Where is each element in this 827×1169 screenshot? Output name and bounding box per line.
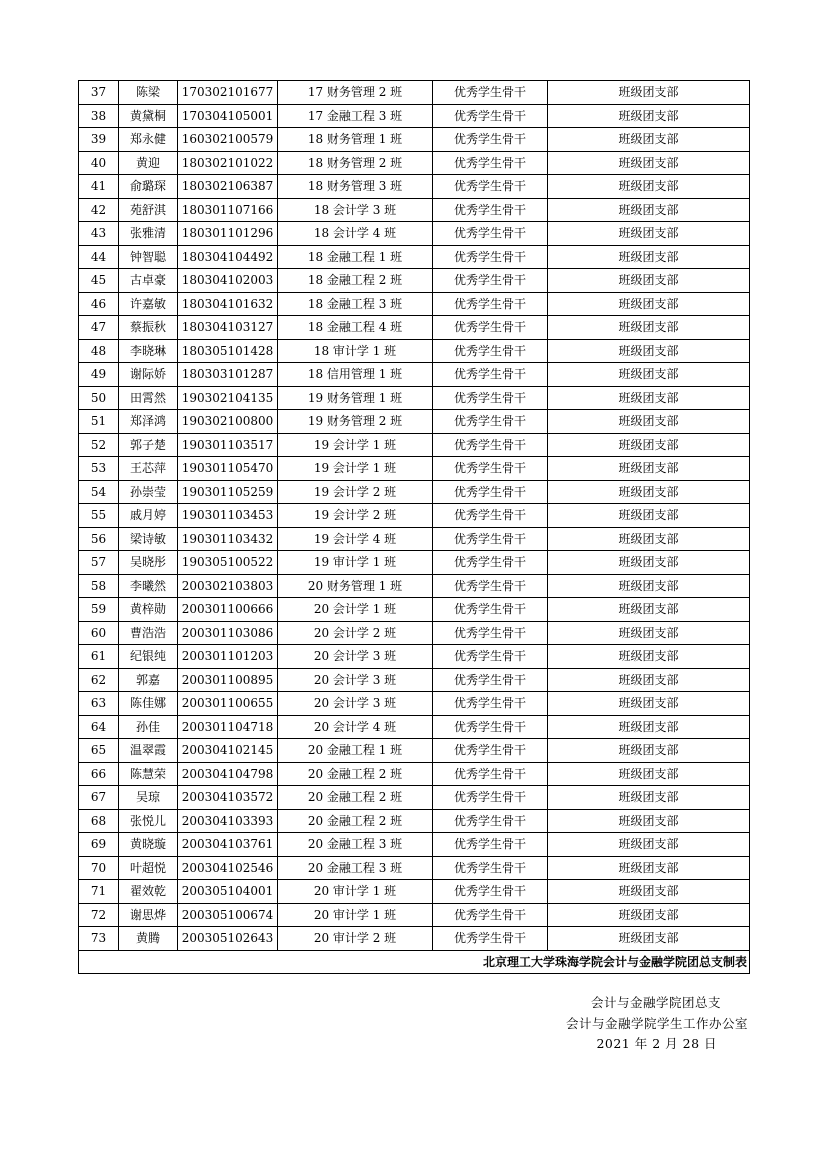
nominating-unit-cell: 班级团支部 [548,598,750,622]
student-name-cell: 纪银纯 [119,645,178,669]
student-id-cell: 200301100666 [178,598,278,622]
row-number-cell: 48 [79,339,119,363]
student-id-cell: 200305100674 [178,903,278,927]
class-name-cell: 18 金融工程 1 班 [278,245,433,269]
row-number-cell: 54 [79,480,119,504]
award-title-cell: 优秀学生骨干 [433,786,548,810]
award-title-cell: 优秀学生骨干 [433,739,548,763]
student-name-cell: 郑永健 [119,128,178,152]
table-row [79,151,750,175]
award-title-cell: 优秀学生骨干 [433,903,548,927]
roster-body [79,81,750,951]
class-name-cell: 20 金融工程 2 班 [278,786,433,810]
table-row [79,222,750,246]
table-row [79,269,750,293]
nominating-unit-cell: 班级团支部 [548,833,750,857]
nominating-unit-cell: 班级团支部 [548,809,750,833]
award-title-cell: 优秀学生骨干 [433,128,548,152]
row-number-cell: 73 [79,927,119,951]
award-title-cell: 优秀学生骨干 [433,363,548,387]
student-id-cell: 200304103761 [178,833,278,857]
award-title-cell: 优秀学生骨干 [433,927,548,951]
class-name-cell: 20 会计学 3 班 [278,645,433,669]
student-id-cell: 190305100522 [178,551,278,575]
student-name-cell: 翟效乾 [119,880,178,904]
class-name-cell: 18 金融工程 2 班 [278,269,433,293]
class-name-cell: 18 财务管理 2 班 [278,151,433,175]
row-number-cell: 52 [79,433,119,457]
table-row [79,175,750,199]
table-row [79,762,750,786]
table-row [79,551,750,575]
nominating-unit-cell: 班级团支部 [548,316,750,340]
award-title-cell: 优秀学生骨干 [433,668,548,692]
student-name-cell: 谢际娇 [119,363,178,387]
row-number-cell: 40 [79,151,119,175]
row-number-cell: 67 [79,786,119,810]
class-name-cell: 18 会计学 4 班 [278,222,433,246]
table-row [79,880,750,904]
nominating-unit-cell: 班级团支部 [548,363,750,387]
signature-student-office: 会计与金融学院学生工作办公室 [565,1016,748,1031]
award-title-cell: 优秀学生骨干 [433,880,548,904]
nominating-unit-cell: 班级团支部 [548,927,750,951]
student-name-cell: 钟智聪 [119,245,178,269]
student-name-cell: 田霄然 [119,386,178,410]
student-name-cell: 王芯萍 [119,457,178,481]
class-name-cell: 20 审计学 1 班 [278,880,433,904]
student-id-cell: 180301101296 [178,222,278,246]
table-row [79,856,750,880]
student-name-cell: 温翠霞 [119,739,178,763]
award-title-cell: 优秀学生骨干 [433,104,548,128]
nominating-unit-cell: 班级团支部 [548,104,750,128]
nominating-unit-cell: 班级团支部 [548,715,750,739]
nominating-unit-cell: 班级团支部 [548,386,750,410]
table-row [79,645,750,669]
award-title-cell: 优秀学生骨干 [433,457,548,481]
student-name-cell: 吴晓彤 [119,551,178,575]
table-row [79,104,750,128]
row-number-cell: 47 [79,316,119,340]
row-number-cell: 57 [79,551,119,575]
table-row [79,128,750,152]
footer-row [79,950,750,973]
class-name-cell: 20 会计学 3 班 [278,692,433,716]
class-name-cell: 20 审计学 1 班 [278,903,433,927]
nominating-unit-cell: 班级团支部 [548,339,750,363]
award-title-cell: 优秀学生骨干 [433,433,548,457]
class-name-cell: 20 审计学 2 班 [278,927,433,951]
nominating-unit-cell: 班级团支部 [548,739,750,763]
row-number-cell: 45 [79,269,119,293]
row-number-cell: 61 [79,645,119,669]
student-name-cell: 古卓豪 [119,269,178,293]
table-row [79,598,750,622]
student-id-cell: 190302104135 [178,386,278,410]
nominating-unit-cell: 班级团支部 [548,527,750,551]
table-row [79,621,750,645]
award-title-cell: 优秀学生骨干 [433,198,548,222]
table-row [79,363,750,387]
student-id-cell: 200301104718 [178,715,278,739]
student-name-cell: 孙佳 [119,715,178,739]
row-number-cell: 37 [79,81,119,105]
nominating-unit-cell: 班级团支部 [548,668,750,692]
table-row [79,668,750,692]
nominating-unit-cell: 班级团支部 [548,903,750,927]
class-name-cell: 18 金融工程 4 班 [278,316,433,340]
table-row [79,715,750,739]
student-id-cell: 200301100655 [178,692,278,716]
student-name-cell: 吴琼 [119,786,178,810]
nominating-unit-cell: 班级团支部 [548,198,750,222]
row-number-cell: 64 [79,715,119,739]
award-title-cell: 优秀学生骨干 [433,551,548,575]
class-name-cell: 19 会计学 2 班 [278,480,433,504]
student-id-cell: 200304104798 [178,762,278,786]
student-name-cell: 曹浩浩 [119,621,178,645]
student-id-cell: 190301103432 [178,527,278,551]
nominating-unit-cell: 班级团支部 [548,762,750,786]
class-name-cell: 19 财务管理 2 班 [278,410,433,434]
student-name-cell: 郑泽鸿 [119,410,178,434]
student-id-cell: 180304104492 [178,245,278,269]
award-title-cell: 优秀学生骨干 [433,175,548,199]
student-id-cell: 180304103127 [178,316,278,340]
student-name-cell: 黄腾 [119,927,178,951]
student-name-cell: 俞璐琛 [119,175,178,199]
table-row [79,457,750,481]
award-title-cell: 优秀学生骨干 [433,692,548,716]
award-title-cell: 优秀学生骨干 [433,856,548,880]
nominating-unit-cell: 班级团支部 [548,786,750,810]
class-name-cell: 19 会计学 4 班 [278,527,433,551]
row-number-cell: 39 [79,128,119,152]
nominating-unit-cell: 班级团支部 [548,269,750,293]
class-name-cell: 18 金融工程 3 班 [278,292,433,316]
table-row [79,386,750,410]
student-name-cell: 黄梓勋 [119,598,178,622]
student-id-cell: 170302101677 [178,81,278,105]
class-name-cell: 20 会计学 1 班 [278,598,433,622]
student-name-cell: 戚月婷 [119,504,178,528]
student-name-cell: 黄迎 [119,151,178,175]
nominating-unit-cell: 班级团支部 [548,292,750,316]
row-number-cell: 46 [79,292,119,316]
student-id-cell: 180305101428 [178,339,278,363]
class-name-cell: 18 财务管理 3 班 [278,175,433,199]
student-id-cell: 190302100800 [178,410,278,434]
student-id-cell: 200304102546 [178,856,278,880]
award-title-cell: 优秀学生骨干 [433,480,548,504]
class-name-cell: 18 会计学 3 班 [278,198,433,222]
row-number-cell: 68 [79,809,119,833]
row-number-cell: 70 [79,856,119,880]
table-row [79,903,750,927]
nominating-unit-cell: 班级团支部 [548,856,750,880]
row-number-cell: 71 [79,880,119,904]
award-title-cell: 优秀学生骨干 [433,645,548,669]
student-name-cell: 梁诗敏 [119,527,178,551]
nominating-unit-cell: 班级团支部 [548,692,750,716]
row-number-cell: 59 [79,598,119,622]
row-number-cell: 55 [79,504,119,528]
table-row [79,292,750,316]
class-name-cell: 20 金融工程 2 班 [278,809,433,833]
row-number-cell: 56 [79,527,119,551]
student-name-cell: 许嘉敏 [119,292,178,316]
student-id-cell: 200304103572 [178,786,278,810]
award-title-cell: 优秀学生骨干 [433,81,548,105]
row-number-cell: 63 [79,692,119,716]
award-title-cell: 优秀学生骨干 [433,809,548,833]
row-number-cell: 41 [79,175,119,199]
student-id-cell: 180301107166 [178,198,278,222]
class-name-cell: 20 会计学 2 班 [278,621,433,645]
award-title-cell: 优秀学生骨干 [433,762,548,786]
award-title-cell: 优秀学生骨干 [433,269,548,293]
award-title-cell: 优秀学生骨干 [433,504,548,528]
student-name-cell: 李晓琳 [119,339,178,363]
nominating-unit-cell: 班级团支部 [548,175,750,199]
class-name-cell: 18 财务管理 1 班 [278,128,433,152]
signature-league-branch: 会计与金融学院团总支 [590,995,721,1010]
award-title-cell: 优秀学生骨干 [433,245,548,269]
row-number-cell: 60 [79,621,119,645]
award-title-cell: 优秀学生骨干 [433,574,548,598]
award-title-cell: 优秀学生骨干 [433,527,548,551]
table-row [79,339,750,363]
table-row [79,81,750,105]
student-id-cell: 180302101022 [178,151,278,175]
table-row [79,833,750,857]
award-title-cell: 优秀学生骨干 [433,292,548,316]
student-name-cell: 谢思烨 [119,903,178,927]
class-name-cell: 20 金融工程 2 班 [278,762,433,786]
class-name-cell: 17 金融工程 3 班 [278,104,433,128]
row-number-cell: 62 [79,668,119,692]
award-title-cell: 优秀学生骨干 [433,833,548,857]
student-name-cell: 黄晓璇 [119,833,178,857]
student-name-cell: 孙崇莹 [119,480,178,504]
table-row [79,245,750,269]
nominating-unit-cell: 班级团支部 [548,574,750,598]
table-row [79,692,750,716]
table-row [79,198,750,222]
student-id-cell: 200302103803 [178,574,278,598]
table-row [79,927,750,951]
class-name-cell: 17 财务管理 2 班 [278,81,433,105]
row-number-cell: 65 [79,739,119,763]
class-name-cell: 19 会计学 2 班 [278,504,433,528]
nominating-unit-cell: 班级团支部 [548,410,750,434]
class-name-cell: 20 金融工程 3 班 [278,833,433,857]
student-id-cell: 200301101203 [178,645,278,669]
student-name-cell: 苑舒淇 [119,198,178,222]
student-id-cell: 190301103453 [178,504,278,528]
student-name-cell: 黄黛桐 [119,104,178,128]
nominating-unit-cell: 班级团支部 [548,81,750,105]
nominating-unit-cell: 班级团支部 [548,551,750,575]
nominating-unit-cell: 班级团支部 [548,504,750,528]
student-name-cell: 张悦儿 [119,809,178,833]
class-name-cell: 18 信用管理 1 班 [278,363,433,387]
award-title-cell: 优秀学生骨干 [433,621,548,645]
nominating-unit-cell: 班级团支部 [548,433,750,457]
table-row [79,809,750,833]
student-id-cell: 200304102145 [178,739,278,763]
student-name-cell: 李曦然 [119,574,178,598]
table-row [79,433,750,457]
award-title-cell: 优秀学生骨干 [433,598,548,622]
student-id-cell: 190301105470 [178,457,278,481]
row-number-cell: 53 [79,457,119,481]
student-id-cell: 190301103517 [178,433,278,457]
award-roster-table [78,80,750,974]
row-number-cell: 66 [79,762,119,786]
class-name-cell: 18 审计学 1 班 [278,339,433,363]
award-title-cell: 优秀学生骨干 [433,151,548,175]
nominating-unit-cell: 班级团支部 [548,880,750,904]
signature-date: 2021 年 2 月 28 日 [596,1036,717,1051]
nominating-unit-cell: 班级团支部 [548,128,750,152]
award-title-cell: 优秀学生骨干 [433,316,548,340]
row-number-cell: 38 [79,104,119,128]
row-number-cell: 50 [79,386,119,410]
class-name-cell: 20 财务管理 1 班 [278,574,433,598]
student-name-cell: 陈佳娜 [119,692,178,716]
row-number-cell: 43 [79,222,119,246]
table-row [79,527,750,551]
award-title-cell: 优秀学生骨干 [433,386,548,410]
student-id-cell: 200305104001 [178,880,278,904]
nominating-unit-cell: 班级团支部 [548,222,750,246]
student-id-cell: 190301105259 [178,480,278,504]
student-name-cell: 蔡振秋 [119,316,178,340]
student-name-cell: 张雅清 [119,222,178,246]
table-row [79,480,750,504]
row-number-cell: 49 [79,363,119,387]
table-row [79,739,750,763]
row-number-cell: 69 [79,833,119,857]
row-number-cell: 42 [79,198,119,222]
class-name-cell: 19 会计学 1 班 [278,457,433,481]
nominating-unit-cell: 班级团支部 [548,480,750,504]
student-id-cell: 200305102643 [178,927,278,951]
award-title-cell: 优秀学生骨干 [433,339,548,363]
row-number-cell: 72 [79,903,119,927]
student-id-cell: 160302100579 [178,128,278,152]
class-name-cell: 19 审计学 1 班 [278,551,433,575]
student-id-cell: 170304105001 [178,104,278,128]
award-title-cell: 优秀学生骨干 [433,222,548,246]
nominating-unit-cell: 班级团支部 [548,621,750,645]
table-row [79,410,750,434]
class-name-cell: 20 金融工程 3 班 [278,856,433,880]
student-id-cell: 180303101287 [178,363,278,387]
nominating-unit-cell: 班级团支部 [548,151,750,175]
row-number-cell: 58 [79,574,119,598]
nominating-unit-cell: 班级团支部 [548,645,750,669]
table-row [79,786,750,810]
class-name-cell: 20 会计学 3 班 [278,668,433,692]
student-name-cell: 陈慧荣 [119,762,178,786]
student-id-cell: 200301103086 [178,621,278,645]
row-number-cell: 44 [79,245,119,269]
class-name-cell: 19 财务管理 1 班 [278,386,433,410]
student-id-cell: 180304101632 [178,292,278,316]
table-row [79,316,750,340]
student-id-cell: 200301100895 [178,668,278,692]
award-title-cell: 优秀学生骨干 [433,715,548,739]
class-name-cell: 19 会计学 1 班 [278,433,433,457]
award-title-cell: 优秀学生骨干 [433,410,548,434]
student-name-cell: 陈梁 [119,81,178,105]
student-name-cell: 郭嘉 [119,668,178,692]
table-row [79,504,750,528]
student-name-cell: 叶超悦 [119,856,178,880]
class-name-cell: 20 金融工程 1 班 [278,739,433,763]
table-footer-note: 北京理工大学珠海学院会计与金融学院团总支制表 [79,950,750,973]
nominating-unit-cell: 班级团支部 [548,245,750,269]
student-id-cell: 180302106387 [178,175,278,199]
nominating-unit-cell: 班级团支部 [548,457,750,481]
row-number-cell: 51 [79,410,119,434]
table-row [79,574,750,598]
student-id-cell: 180304102003 [178,269,278,293]
class-name-cell: 20 会计学 4 班 [278,715,433,739]
student-name-cell: 郭子楚 [119,433,178,457]
student-id-cell: 200304103393 [178,809,278,833]
